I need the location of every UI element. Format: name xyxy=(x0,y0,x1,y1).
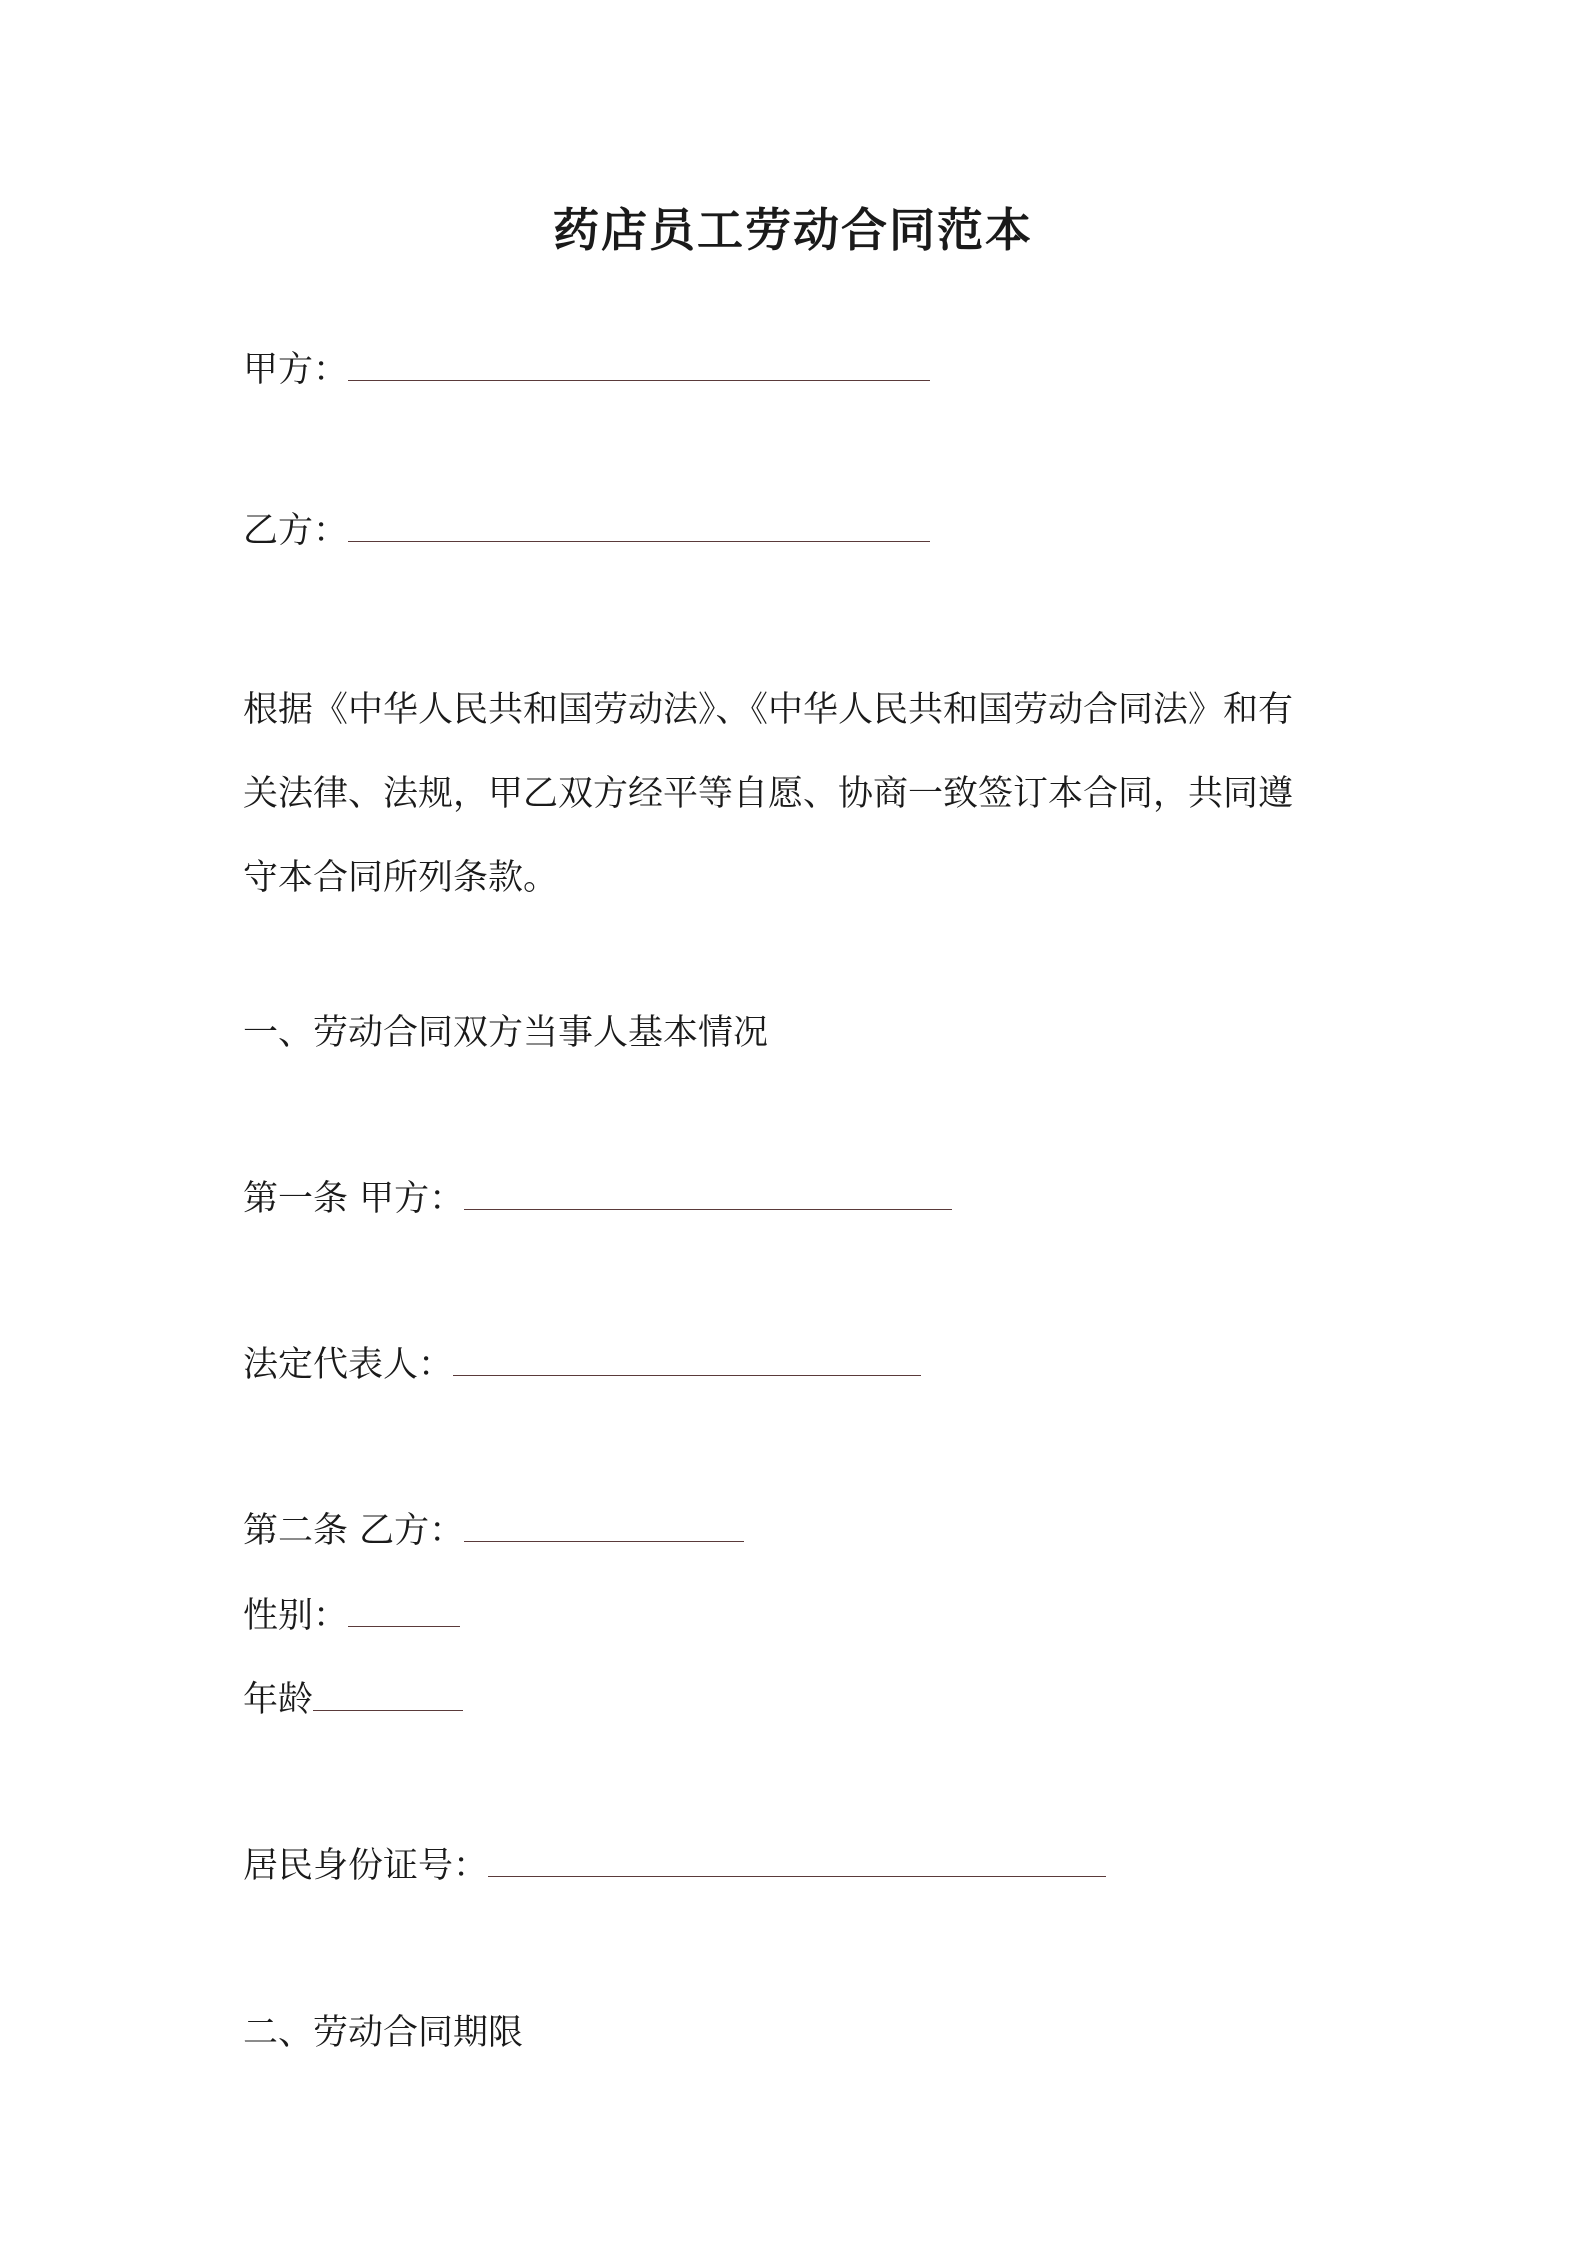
party-a-line xyxy=(243,345,930,395)
article-2-line xyxy=(243,1506,744,1556)
intro-line-1: 根据《中华人民共和国劳动法》、《中华人民共和国劳动合同法》和有 xyxy=(243,690,1294,730)
section-2-heading: 二、劳动合同期限 xyxy=(243,2013,524,2053)
legal-rep-blank[interactable] xyxy=(453,1341,921,1376)
legal-rep-label: 法定代表人： xyxy=(243,1345,454,1385)
id-number-blank[interactable] xyxy=(488,1842,1106,1877)
gender-blank[interactable] xyxy=(348,1592,460,1627)
intro-line-3: 守本合同所列条款。 xyxy=(243,858,559,898)
intro-paragraph xyxy=(243,668,1353,920)
intro-line-2: 关法律、法规，甲乙双方经平等自愿、协商一致签订本合同，共同遵 xyxy=(243,774,1294,814)
age-line xyxy=(243,1675,463,1725)
party-b-line xyxy=(243,506,930,556)
document-title: 药店员工劳动合同范本 xyxy=(553,203,1033,257)
party-a-label: 甲方： xyxy=(243,350,349,390)
article-2-blank[interactable] xyxy=(464,1507,744,1542)
id-number-line xyxy=(243,1841,1106,1891)
id-number-label: 居民身份证号： xyxy=(243,1846,489,1886)
article-1-blank[interactable] xyxy=(464,1175,952,1210)
article-1-line xyxy=(243,1174,952,1224)
gender-label: 性别： xyxy=(243,1596,349,1636)
section-1-heading: 一、劳动合同双方当事人基本情况 xyxy=(243,1013,769,1053)
legal-rep-line xyxy=(243,1340,921,1390)
article-1-label: 第一条 甲方： xyxy=(243,1179,465,1219)
party-b-label: 乙方： xyxy=(243,511,349,551)
age-blank[interactable] xyxy=(313,1676,463,1711)
gender-line xyxy=(243,1591,460,1641)
party-b-blank[interactable] xyxy=(348,507,930,542)
article-2-label: 第二条 乙方： xyxy=(243,1511,465,1551)
party-a-blank[interactable] xyxy=(348,346,930,381)
age-label: 年龄 xyxy=(243,1680,314,1720)
